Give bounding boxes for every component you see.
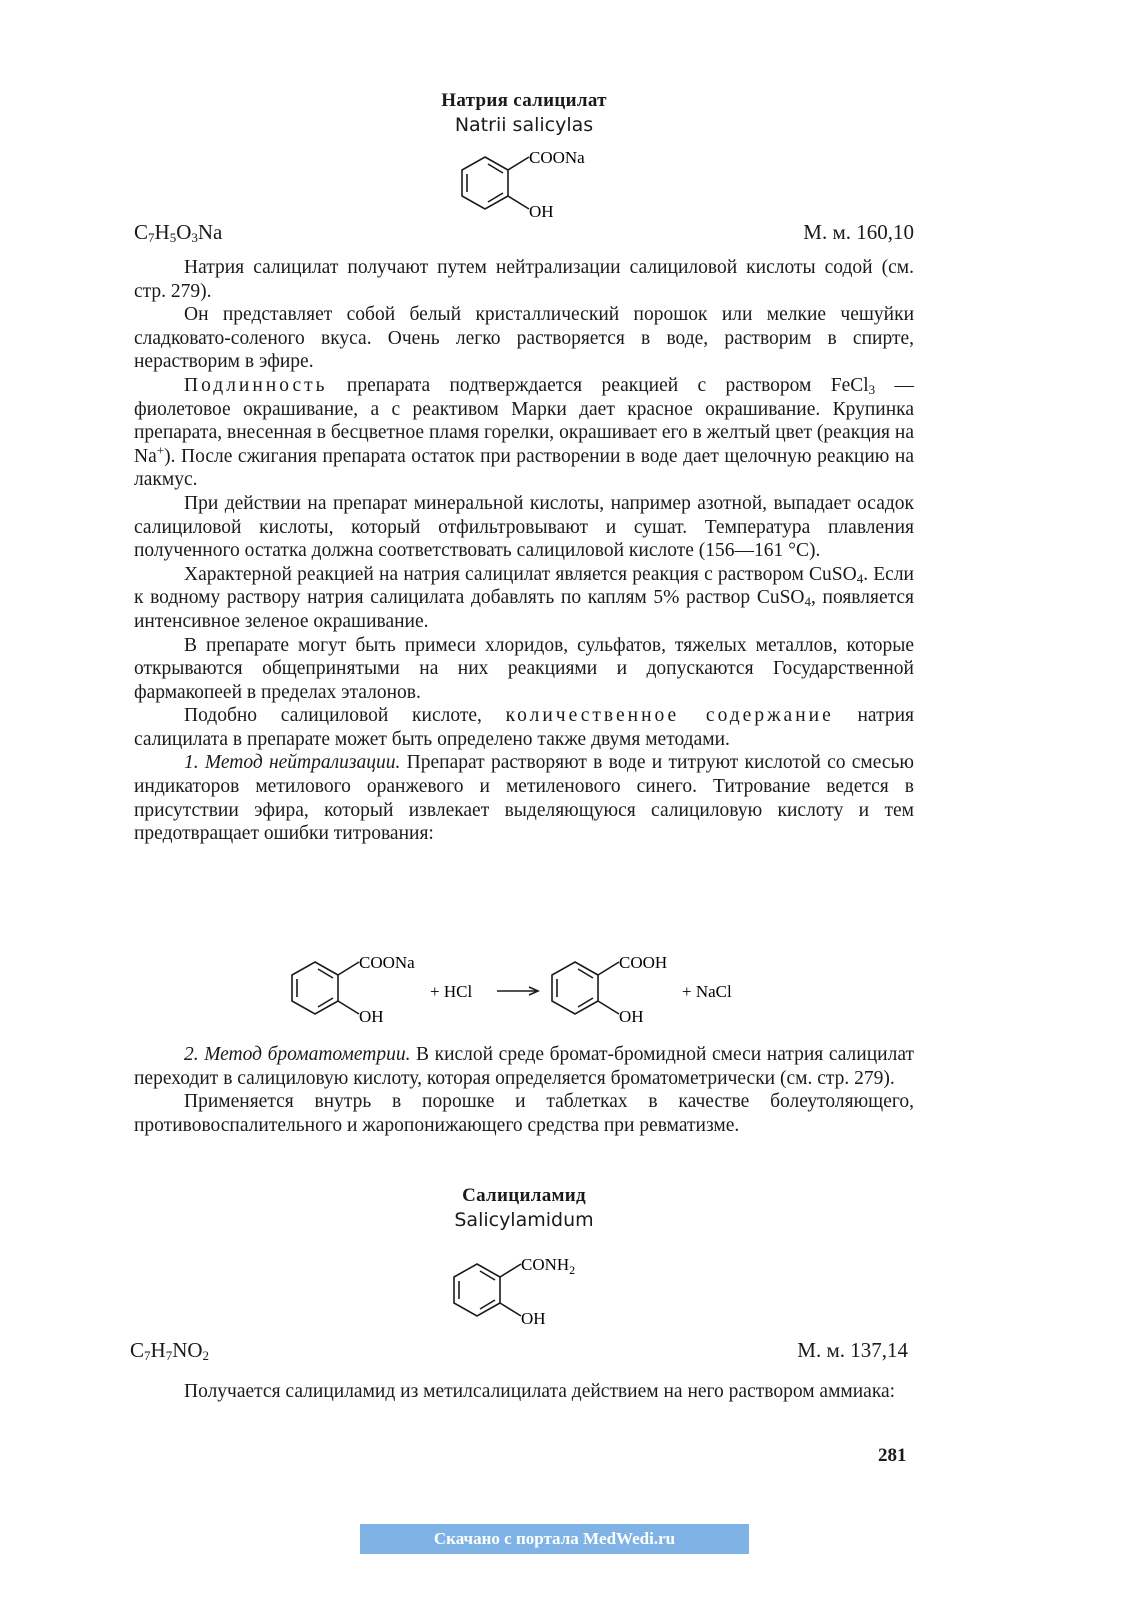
section-header-sodium-salicylate — [134, 90, 914, 136]
paragraph-method-1: 1. Метод нейтрализации. Препарат растворяют в воде и титруют кислотой со смесью индикаторов метилового оранжевого и метиленового синего. Титрование ведется в присутствии эфира, который извлекает выделяющуюся салициловую кислоту и тем предотвращает ошибки титрования: — [134, 752, 914, 845]
paragraph-intro: Получается салициламид из метилсалицилата действием на него раствором аммиака: — [184, 1381, 896, 1402]
struct-group-oh: OH — [529, 202, 554, 221]
paragraph-identity: Подлинность препарата подтверждается реакцией с раствором FeCl$_3$ — фиолетовое окрашивание, а с реактивом Марки дает красное окрашивание. Крупинка препарата, внесенная в бесцветное пламя горелки, окрашивает его в желтый цвет (реакция на Na+). После сжигания препарата остаток при растворении в воде дает щелочную реакцию на лакмус. — [134, 374, 914, 491]
struct-group-coona: COONa — [529, 148, 585, 167]
struct-group-oh: OH — [521, 1309, 546, 1328]
paragraph-application: Применяется внутрь в порошке и таблетках в качестве болеутоляющего, противовоспалительного и жаропонижающего средства при ревматизме. — [134, 1091, 914, 1136]
page-number: 281 — [878, 1445, 907, 1466]
paragraph: В препарате могут быть примеси хлоридов, сульфатов, тяжелых металлов, которые открываются общепринятыми на них реакциями и допускаются Государственной фармакопеей в пределах эталонов. — [134, 634, 914, 703]
reactant-group-oh: OH — [359, 1007, 384, 1026]
paragraph: Он представляет собой белый кристаллический порошок или мелкие чешуйки сладковато-соленого вкуса. Очень легко растворяется в воде, растворим в спирте, нерастворим в эфире. — [134, 304, 914, 373]
paragraph-method-2: 2. Метод броматометрии. В кислой среде бромат-бромидной смеси натрия салицилат переходит в салициловую кислоту, которая определяется броматометрически (см. стр. 279). — [134, 1044, 914, 1089]
spaced-term: Подлинность — [184, 374, 328, 396]
method-label: 2. Метод броматометрии. — [184, 1044, 411, 1065]
paragraph: Натрия салицилат получают путем нейтрализации салициловой кислоты содой (см. стр. 279). — [134, 257, 914, 302]
paragraph-quant: Подобно салициловой кислоте, количественное содержание натрия салицилата в препарате может быть определено также двумя методами. — [134, 705, 914, 750]
product-group-oh: OH — [619, 1007, 644, 1026]
struct-group-conh2: $CONH_2$ — [521, 1255, 576, 1277]
molecular-weight: М. м. 137,14 — [797, 1338, 908, 1362]
sodium-salicylate-structure — [455, 140, 625, 230]
body-text-2 — [134, 1043, 914, 1137]
title-latin: Natrii salicylas — [454, 114, 594, 136]
product-group-cooh: COOH — [619, 953, 668, 972]
product-nacl: + NaCl — [682, 982, 732, 1001]
formula-row-1 — [134, 220, 914, 245]
download-banner[interactable]: Скачано с портала MedWedi.ru — [360, 1524, 749, 1554]
spaced-term: количественное содержание — [505, 705, 834, 727]
body-text-1 — [134, 256, 914, 846]
method-label: 1. Метод нейтрализации. — [184, 752, 401, 774]
section-header-salicylamide — [134, 1185, 914, 1231]
title-latin: Salicylamidum — [454, 1209, 594, 1231]
molecular-weight: М. м. 160,10 — [803, 220, 914, 244]
formula-row-2 — [130, 1338, 908, 1363]
reaction-scheme — [285, 945, 765, 1035]
molecular-formula: $C_7H_5O_3Na$ — [134, 220, 223, 245]
paragraph: При действии на препарат минеральной кислоты, например азотной, выпадает осадок салициловой кислоты, который отфильтровывают и сушат. Температура плавления полученного остатка должна соответствовать салициловой кислоте (156—161 °С). — [134, 492, 914, 562]
title-russian: Натрия салицилат — [441, 90, 607, 111]
title-russian: Салициламид — [462, 1185, 586, 1206]
molecular-formula: $C_7H_7NO_2$ — [130, 1338, 210, 1363]
body-text-3 — [134, 1380, 914, 1404]
reagent-hcl: + HCl — [430, 982, 473, 1001]
reactant-group-coona: COONa — [359, 953, 415, 972]
paragraph-cuso4: Характерной реакцией на натрия салицилат является реакция с раствором CuSO$_4$. Если к водному раствору натрия салицилата добавлять по каплям 5% раствор CuSO$_4$, появляется интенсивное зеленое окрашивание. — [134, 563, 914, 632]
salicylamide-structure — [447, 1247, 617, 1337]
